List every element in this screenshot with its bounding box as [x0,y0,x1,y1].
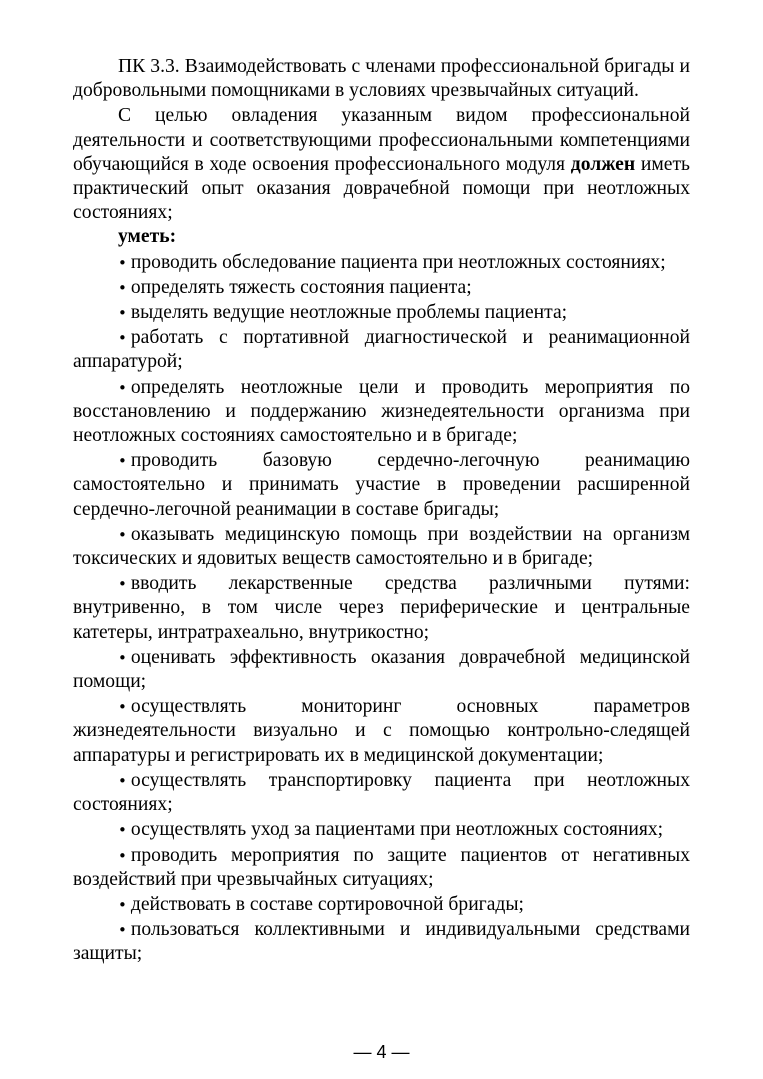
intro-text-end: иметь практический опыт оказания доврачебной помощи при неотложных состояниях; [73,153,690,224]
skill-text: оценивать эффективность оказания доврачебной медицинской помощи; [73,646,690,693]
skill-list-item [73,448,690,522]
skill-list-item [73,843,690,892]
bullet-icon: • [118,525,127,544]
skill-text: проводить обследование пациента при неотложных состояниях; [130,251,666,273]
bullet-icon: • [118,278,127,297]
bullet-icon: • [118,648,127,667]
intro-paragraph [73,104,690,225]
skill-list-item [73,892,690,917]
bullet-icon: • [118,253,127,272]
bullet-icon: • [118,575,127,594]
skill-text: пользоваться коллективными и индивидуальными средствами защиты; [73,919,690,965]
skill-list-item [73,325,690,374]
skill-text: выделять ведущие неотложные проблемы пациента; [130,302,568,324]
bullet-icon: • [118,921,127,940]
intro-text-start: С целью овладения указанным видом профессиональной деятельности и соответствующими профессиональными компетенциями обучающийся в ходе освоения профессионального модуля [73,105,690,175]
skill-list-item [73,817,690,842]
intro-text-bold: должен [570,153,636,175]
skill-text: работать с портативной диагностической и реанимационной аппаратурой; [73,327,690,373]
skill-text: определять неотложные цели и проводить мероприятия по восстановлению и поддержанию жизнедеятельности организма при неотложных состояниях самостоятельно и в бригаде; [73,376,690,447]
skill-text: осуществлять уход за пациентами при неотложных состояниях; [130,819,664,841]
competency-pk-3-3: ПК 3.3. Взаимодействовать с членами профессиональной бригады и добровольными помощниками в условиях чрезвычайных ситуаций. [73,56,690,102]
skill-text: осуществлять мониторинг основных параметров жизнедеятельности визуально и с помощью контрольно-следящей аппаратуры и регистрировать их в медицинской документации; [73,696,690,766]
bullet-icon: • [118,304,127,323]
bullet-icon: • [118,821,127,840]
skill-list-item [73,522,690,571]
skill-text: определять тяжесть состояния пациента; [130,276,472,298]
bullet-icon: • [118,698,127,717]
bullet-icon: • [118,452,127,471]
skill-list-item [73,645,690,694]
skill-list-item [73,694,690,768]
skill-text: осуществлять транспортировку пациента при неотложных состояниях; [73,769,690,816]
skill-text: оказывать медицинскую помощь при воздействии на организм токсических и ядовитых веществ самостоятельно и в бригаде; [73,523,690,570]
bullet-icon: • [118,378,127,397]
skill-list-item [73,917,690,966]
skill-list-item [73,300,690,325]
skill-list-item [73,571,690,645]
skill-text: проводить мероприятия по защите пациентов от негативных воздействий при чрезвычайных ситуациях; [73,844,690,890]
bullet-icon: • [118,329,127,348]
skill-text: проводить базовую сердечно-легочную реанимацию самостоятельно и принимать участие в проведении расширенной сердечно-легочной реанимации в составе бригады; [73,450,690,520]
bullet-icon: • [118,846,127,865]
document-page [73,55,690,967]
skill-text: действовать в составе сортировочной бригады; [130,893,524,915]
skill-text: вводить лекарственные средства различными путями: внутривенно, в том числе через периферические и центральные катетеры, интратрахеально, внутрикостно; [73,573,690,643]
bullet-icon: • [118,895,127,914]
page-number: — 4 — [353,1042,410,1062]
skills-list [73,250,690,967]
skill-list-item [73,250,690,275]
bullet-icon: • [118,771,127,790]
skills-heading: уметь: [118,226,177,248]
skill-list-item [73,768,690,817]
skill-list-item [73,375,690,449]
skill-list-item [73,275,690,300]
